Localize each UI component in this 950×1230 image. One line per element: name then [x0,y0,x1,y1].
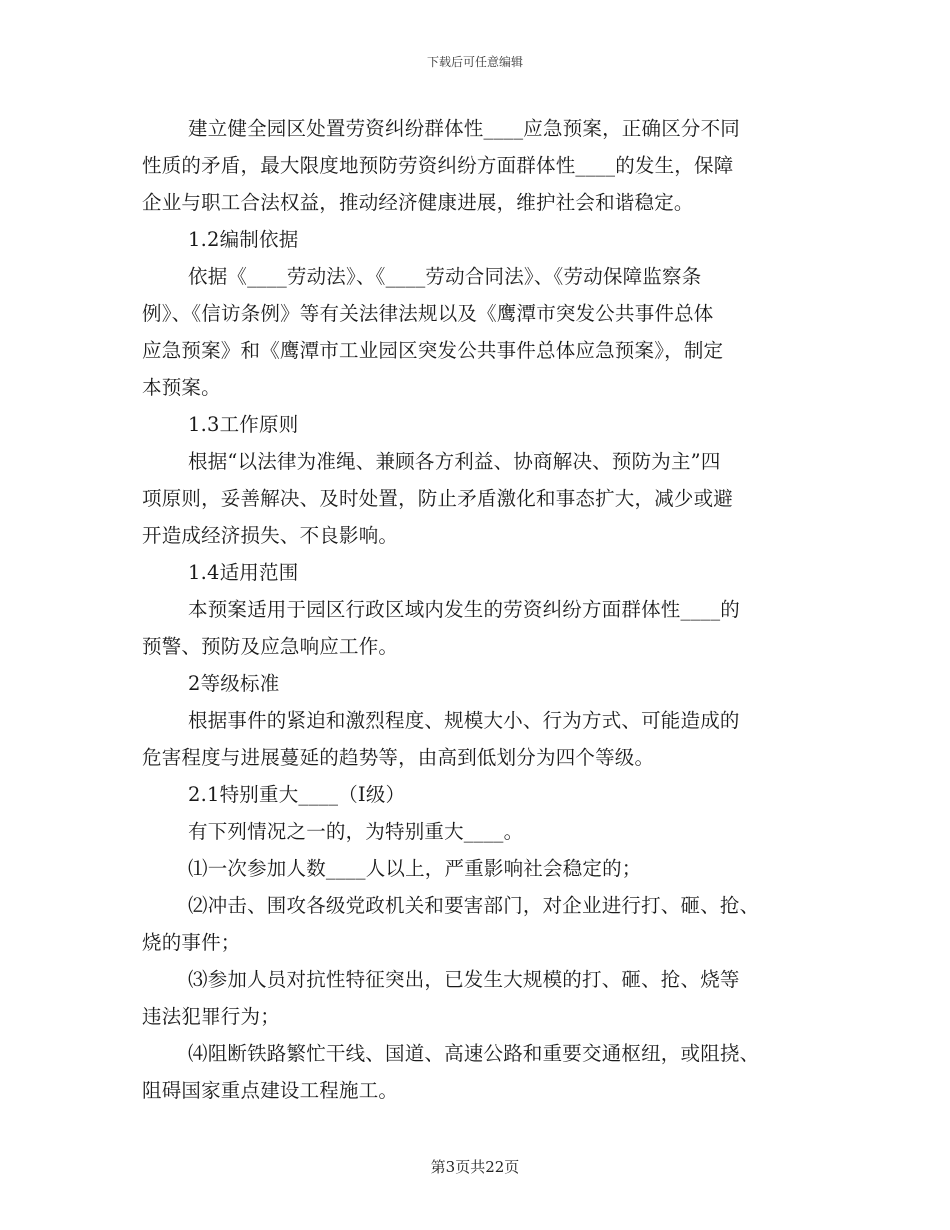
text-line: 2等级标准 [188,672,280,695]
text-line: 项原则，妥善解决、及时处置，防止矛盾激化和事态扩大，减少或避 [142,487,734,510]
text-line: 1.4适用范围 [188,561,299,584]
text-line: 预警、预防及应急响应工作。 [142,635,399,658]
text-line: 1.3工作原则 [188,413,299,436]
text-line: 性质的矛盾，最大限度地预防劳资纠纷方面群体性____的发生，保障 [142,154,734,177]
text-line: 例》、《信访条例》等有关法律法规以及《鹰潭市突发公共事件总体 [142,302,714,325]
page-header-note: 下载后可任意编辑 [426,55,523,69]
text-line: ⑵冲击、围攻各级党政机关和要害部门，对企业进行打、砸、抢、 [188,894,760,917]
text-line: 本预案适用于园区行政区域内发生的劳资纠纷方面群体性____的 [188,598,741,621]
document-body [142,110,812,1109]
text-line: ⑷阻断铁路繁忙干线、国道、高速公路和重要交通枢纽，或阻挠、 [188,1042,760,1065]
text-line: 根据“以法律为准绳、兼顾各方利益、协商解决、预防为主”四 [188,450,721,473]
text-line: 阻碍国家重点建设工程施工。 [142,1079,399,1102]
text-line: 有下列情况之一的，为特别重大____。 [188,820,524,843]
text-line: 1.2编制依据 [188,228,299,251]
text-line: 开造成经济损失、不良影响。 [142,524,399,547]
text-line: 违法犯罪行为； [142,1005,280,1028]
text-line: 本预案。 [142,376,221,399]
text-line: 2.1特别重大____（Ⅰ级） [188,783,406,806]
text-line: ⑴一次参加人数____人以上，严重影响社会稳定的； [188,857,642,880]
text-line: ⑶参加人员对抗性特征突出，已发生大规模的打、砸、抢、烧等 [188,968,740,991]
page-number: 第3页共22页 [430,1158,520,1176]
text-line: 根据事件的紧迫和激烈程度、规模大小、行为方式、可能造成的 [188,709,740,732]
text-line: 依据《____劳动法》、《____劳动合同法》、《劳动保障监察条 [188,265,702,288]
text-line: 企业与职工合法权益，推动经济健康进展，维护社会和谐稳定。 [142,191,694,214]
text-line: 应急预案》和《鹰潭市工业园区突发公共事件总体应急预案》，制定 [142,339,724,362]
text-line: 危害程度与进展蔓延的趋势等，由高到低划分为四个等级。 [142,746,655,769]
text-line: 烧的事件； [142,931,241,954]
text-line: 建立健全园区处置劳资纠纷群体性____应急预案，正确区分不同 [188,117,741,140]
